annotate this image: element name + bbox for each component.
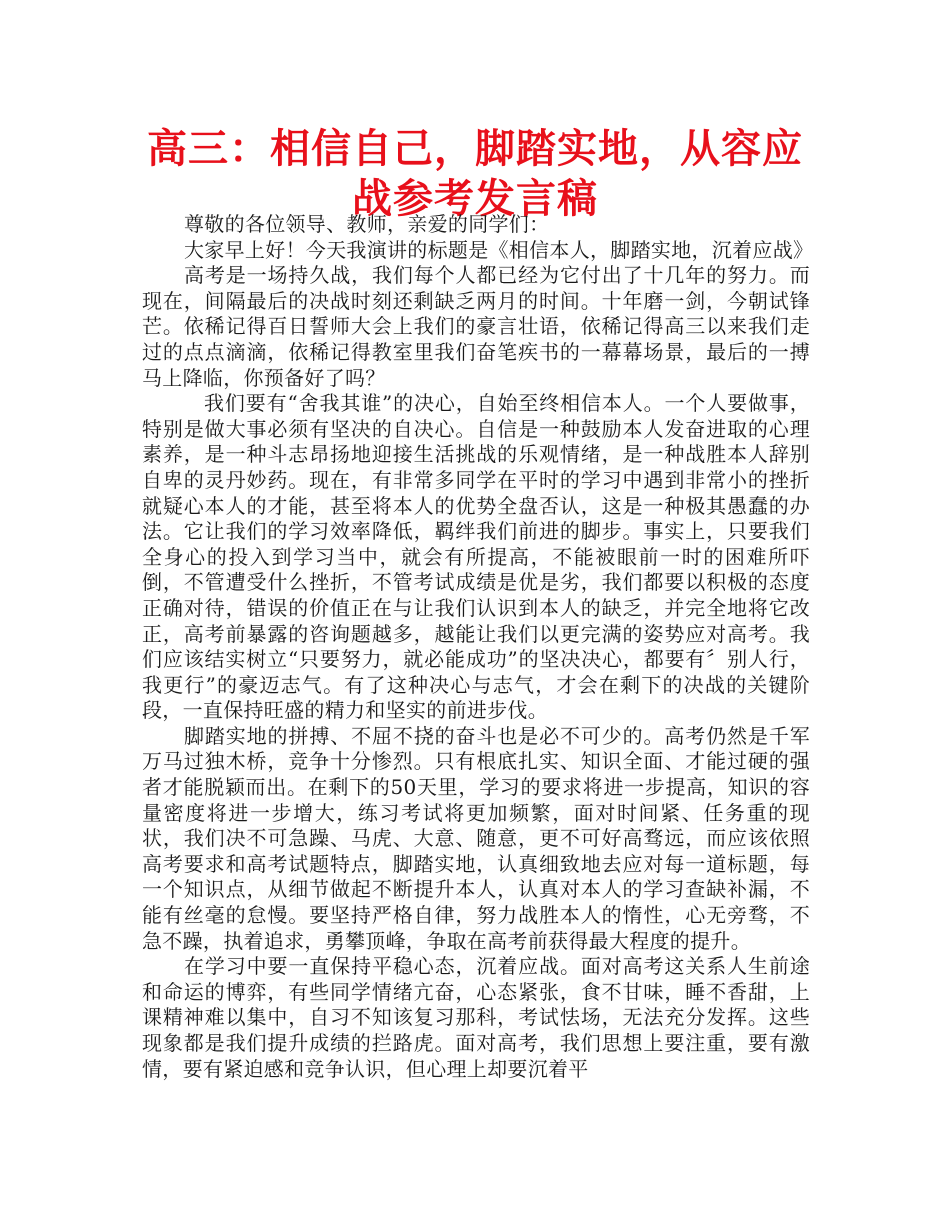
paragraph-diligence: 脚踏实地的拼搏、不屈不挠的奋斗也是必不可少的。高考仍然是千军万马过独木桥，竞争十分惨烈。只有根底扎实、知识全面、才能过硬的强者才能脱颖而出。在剩下的50天里，学习的要求将进一步提高，知识的容量密度将进一步增大，练习考试将更加频繁，面对时间紧、任务重的现状，我们决不可急躁、马虎、大意、随意，更不可好高骛远，而应该依照高考要求和高考试题特点，脚踏实地，认真细致地去应对每一道标题，每一个知识点，从细节做起不断提升本人，认真对本人的学习查缺补漏，不能有丝毫的怠慢。要坚持严格自律，努力战胜本人的惰性，心无旁骛，不急不躁，执着追求，勇攀顶峰，争取在高考前获得最大程度的提升。 [142, 723, 810, 953]
paragraph-mindset: 在学习中要一直保持平稳心态，沉着应战。面对高考这关系人生前途和命运的博弈，有些同学情绪亢奋，心态紧张，食不甘味，睡不香甜，上课精神难以集中，自习不知该复习那科，考试怯场，无法充分发挥。这些现象都是我们提升成绩的拦路虎。面对高考，我们思想上要注重，要有激情，要有紧迫感和竞争认识，但心理上却要沉着平 [142, 954, 810, 1081]
paragraph-intro: 高考是一场持久战，我们每个人都已经为它付出了十几年的努力。而现在，间隔最后的决战时刻还剩缺乏两月的时间。十年磨一剑，今朝试锋芒。依稀记得百日誓师大会上我们的豪言壮语，依稀记得高三以来我们走过的点点滴滴，依稀记得教室里我们奋笔疾书的一幕幕场景，最后的一搏马上降临，你预备好了吗？ [142, 263, 810, 390]
document-title: 高三：相信自己，脚踏实地，从容应战参考发言稿 [147, 126, 803, 222]
paragraph-confidence: 我们要有“舍我其谁”的决心，自始至终相信本人。一个人要做事，特别是做大事必须有坚决的自决心。自信是一种鼓励本人发奋进取的心理素养，是一种斗志昂扬地迎接生活挑战的乐观情绪，是一种战胜本人辞别自卑的灵丹妙药。现在，有非常多同学在平时的学习中遇到非常小的挫折就疑心本人的才能，甚至将本人的优势全盘否认，这是一种极其愚蠢的办法。它让我们的学习效率降低，羁绊我们前进的脚步。事实上，只要我们全身心的投入到学习当中，就会有所提高，不能被眼前一时的困难所吓倒，不管遭受什么挫折，不管考试成绩是优是劣，我们都要以积极的态度正确对待，错误的价值正在与让我们认识到本人的缺乏，并完全地将它改正，高考前暴露的咨询题越多，越能让我们以更完满的姿势应对高考。我们应该结实树立“只要努力，就必能成功”的坚决决心，都要有〞别人行，我更行”的豪迈志气。有了这种决心与志气，才会在剩下的决战的关键阶段，一直保持旺盛的精力和坚实的前进步伐。 [142, 391, 810, 723]
paragraph-greeting: 尊敬的各位领导、教师，亲爱的同学们： [184, 212, 550, 236]
paragraph-opening: 大家早上好！今天我演讲的标题是《相信本人，脚踏实地，沉着应战》 [184, 237, 814, 262]
document-body [142, 212, 814, 1082]
